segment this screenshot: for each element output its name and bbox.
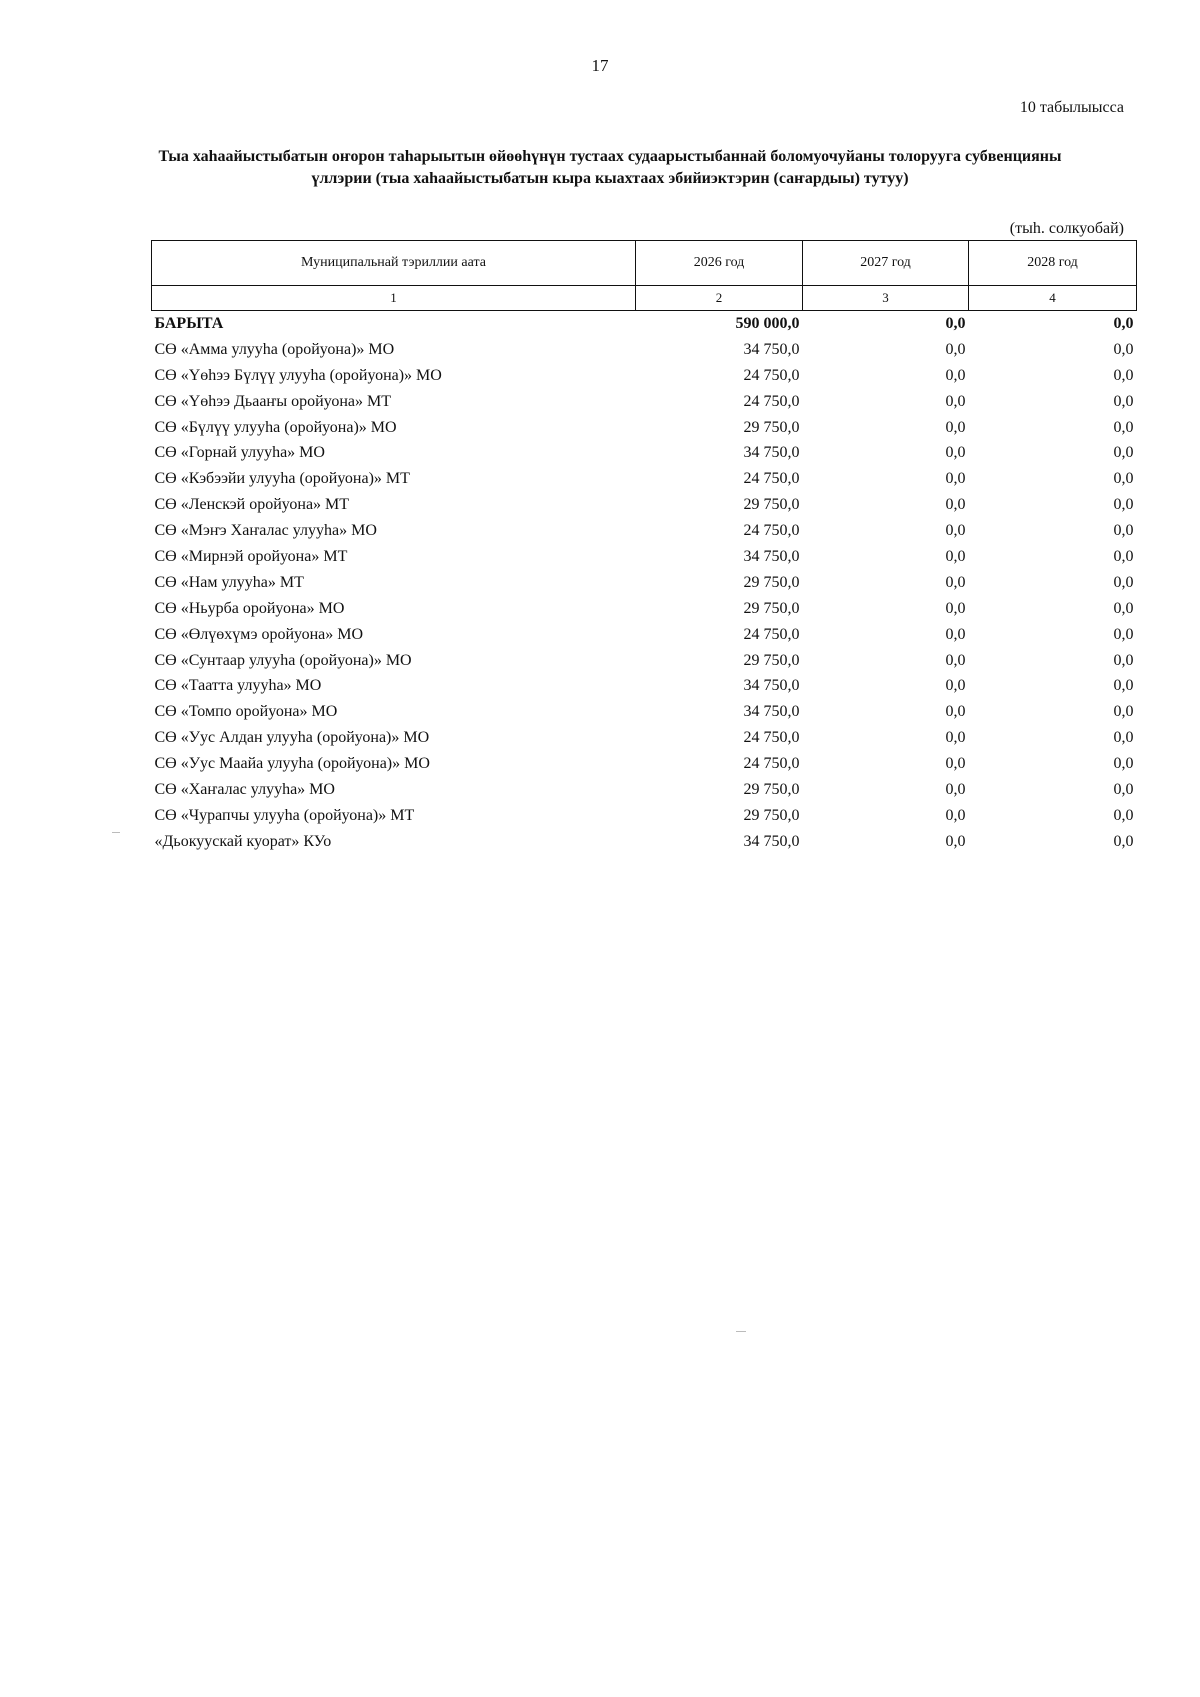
table-row (152, 596, 1137, 622)
value-2028: 0,0 (1113, 677, 1134, 695)
value-2028: 0,0 (1113, 729, 1134, 747)
table-row (152, 673, 1137, 699)
municipality-name: СӨ «Ленскэй оройуона» МТ (154, 496, 350, 514)
municipality-name: СӨ «Томпо оройуона» МО (154, 703, 338, 721)
value-2027: 0,0 (945, 496, 966, 514)
column-number: 2 (636, 286, 803, 311)
table-row (152, 803, 1137, 829)
table-row (152, 518, 1137, 544)
value-2028: 0,0 (1113, 366, 1134, 384)
value-2028: 0,0 (1113, 340, 1134, 358)
units-label: (тыһ. солкуобай) (1009, 220, 1124, 237)
table-row (152, 570, 1137, 596)
document-title: Тыа хаһаайыстыбатын оҥорон таһарыытын өйөөһүнүн тустаах судаарыстыбаннай боломуочуйаны толоруугa субвенцияны үллэрии (тыа хаһаайыстыбатын кыра кыахтаах эбийиэктэрин (саҥардыы) тутуу) (158, 148, 1062, 187)
total-value-2028: 0,0 (1113, 314, 1134, 332)
value-2028: 0,0 (1113, 755, 1134, 773)
value-2027: 0,0 (945, 547, 966, 565)
table-row (152, 363, 1137, 389)
value-2026: 34 750,0 (743, 444, 800, 462)
value-2026: 24 750,0 (743, 470, 800, 488)
value-2027: 0,0 (945, 729, 966, 747)
municipality-name: СӨ «Бүлүү улууһа (оройуона)» МО (154, 418, 397, 436)
value-2028: 0,0 (1113, 625, 1134, 643)
value-2028: 0,0 (1113, 522, 1134, 540)
value-2027: 0,0 (945, 366, 966, 384)
municipality-name: СӨ «Үөһээ Бүлүү улууһа (оройуона)» МО (154, 366, 442, 384)
value-2027: 0,0 (945, 599, 966, 617)
municipality-name: СӨ «Өлүөхүмэ оройуона» МО (154, 625, 364, 643)
table-row (152, 725, 1137, 751)
value-2027: 0,0 (945, 832, 966, 850)
value-2026: 34 750,0 (743, 547, 800, 565)
value-2026: 24 750,0 (743, 755, 800, 773)
municipality-name: СӨ «Уус Маайа улууһа (оройуона)» МО (154, 755, 430, 773)
municipality-name: СӨ «Уус Алдан улууһа (оройуона)» МО (154, 729, 430, 747)
value-2027: 0,0 (945, 703, 966, 721)
value-2027: 0,0 (945, 418, 966, 436)
scan-mark (112, 832, 120, 833)
value-2028: 0,0 (1113, 444, 1134, 462)
total-row (152, 311, 1137, 337)
value-2027: 0,0 (945, 470, 966, 488)
table-row (152, 544, 1137, 570)
table-row (152, 751, 1137, 777)
municipality-name: СӨ «Горнай улууһа» МО (154, 444, 325, 462)
header-row (152, 241, 1137, 286)
table-row (152, 829, 1137, 855)
value-2027: 0,0 (945, 755, 966, 773)
value-2026: 29 750,0 (743, 599, 800, 617)
header-municipality: Муниципальнай тэриллии аата (152, 241, 636, 286)
appendix-label: 10 табылыысса (1019, 99, 1124, 116)
municipality-name: СӨ «Сунтаар улууһа (оройуона)» МО (154, 651, 412, 669)
value-2027: 0,0 (945, 392, 966, 410)
value-2028: 0,0 (1113, 599, 1134, 617)
table-row (152, 648, 1137, 674)
header-year-2028: 2028 год (969, 241, 1137, 286)
value-2026: 29 750,0 (743, 573, 800, 591)
value-2026: 24 750,0 (743, 392, 800, 410)
value-2026: 24 750,0 (743, 522, 800, 540)
value-2026: 34 750,0 (743, 832, 800, 850)
value-2027: 0,0 (945, 522, 966, 540)
value-2028: 0,0 (1113, 547, 1134, 565)
subvention-table (151, 240, 1137, 855)
value-2027: 0,0 (945, 573, 966, 591)
value-2027: 0,0 (945, 340, 966, 358)
municipality-name: СӨ «Мирнэй оройуона» МТ (154, 547, 348, 565)
value-2026: 29 750,0 (743, 780, 800, 798)
value-2026: 29 750,0 (743, 418, 800, 436)
value-2026: 29 750,0 (743, 651, 800, 669)
municipality-name: СӨ «Таатта улууһа» МО (154, 677, 322, 695)
municipality-name: СӨ «Хаҥалас улууһа» МО (154, 780, 335, 798)
value-2027: 0,0 (945, 444, 966, 462)
header-year-2027: 2027 год (803, 241, 969, 286)
column-number-row (152, 286, 1137, 311)
value-2028: 0,0 (1113, 703, 1134, 721)
value-2028: 0,0 (1113, 780, 1134, 798)
municipality-name: СӨ «Чурапчы улууһа (оройуона)» МТ (154, 806, 415, 824)
municipality-name: СӨ «Амма улууһа (оройуона)» МО (154, 340, 395, 358)
table-body (152, 311, 1137, 855)
municipality-name: «Дьокуускай куорат» КУо (154, 832, 332, 850)
page-number: 17 (591, 56, 609, 75)
subvention-table-container (151, 240, 1136, 855)
value-2028: 0,0 (1113, 806, 1134, 824)
value-2026: 29 750,0 (743, 806, 800, 824)
table-row (152, 777, 1137, 803)
value-2028: 0,0 (1113, 392, 1134, 410)
value-2026: 34 750,0 (743, 677, 800, 695)
table-row (152, 492, 1137, 518)
value-2027: 0,0 (945, 806, 966, 824)
value-2027: 0,0 (945, 625, 966, 643)
municipality-name: СӨ «Ньурба оройуона» МО (154, 599, 345, 617)
table-row (152, 622, 1137, 648)
value-2027: 0,0 (945, 651, 966, 669)
table-row (152, 699, 1137, 725)
value-2028: 0,0 (1113, 832, 1134, 850)
value-2026: 29 750,0 (743, 496, 800, 514)
scan-mark (736, 1331, 746, 1332)
value-2026: 34 750,0 (743, 340, 800, 358)
value-2028: 0,0 (1113, 496, 1134, 514)
total-value-2027: 0,0 (945, 314, 966, 332)
municipality-name: СӨ «Кэбээйи улууһа (оройуона)» МТ (154, 470, 410, 488)
municipality-name: СӨ «Мэҥэ Хаҥалас улууһа» МО (154, 522, 377, 540)
total-label: БАРЫТА (154, 314, 224, 332)
value-2026: 24 750,0 (743, 729, 800, 747)
column-number: 4 (969, 286, 1137, 311)
table-row (152, 389, 1137, 415)
value-2028: 0,0 (1113, 418, 1134, 436)
value-2027: 0,0 (945, 780, 966, 798)
table-row (152, 337, 1137, 363)
value-2027: 0,0 (945, 677, 966, 695)
header-year-2026: 2026 год (636, 241, 803, 286)
value-2026: 24 750,0 (743, 625, 800, 643)
value-2026: 24 750,0 (743, 366, 800, 384)
total-value-2026: 590 000,0 (735, 314, 800, 332)
table-row (152, 415, 1137, 441)
municipality-name: СӨ «Нам улууһа» МТ (154, 573, 304, 591)
value-2028: 0,0 (1113, 470, 1134, 488)
column-number: 3 (803, 286, 969, 311)
municipality-name: СӨ «Үөһээ Дьааҥы оройуона» МТ (154, 392, 391, 410)
value-2026: 34 750,0 (743, 703, 800, 721)
column-number: 1 (152, 286, 636, 311)
table-row (152, 466, 1137, 492)
value-2028: 0,0 (1113, 651, 1134, 669)
value-2028: 0,0 (1113, 573, 1134, 591)
table-row (152, 440, 1137, 466)
